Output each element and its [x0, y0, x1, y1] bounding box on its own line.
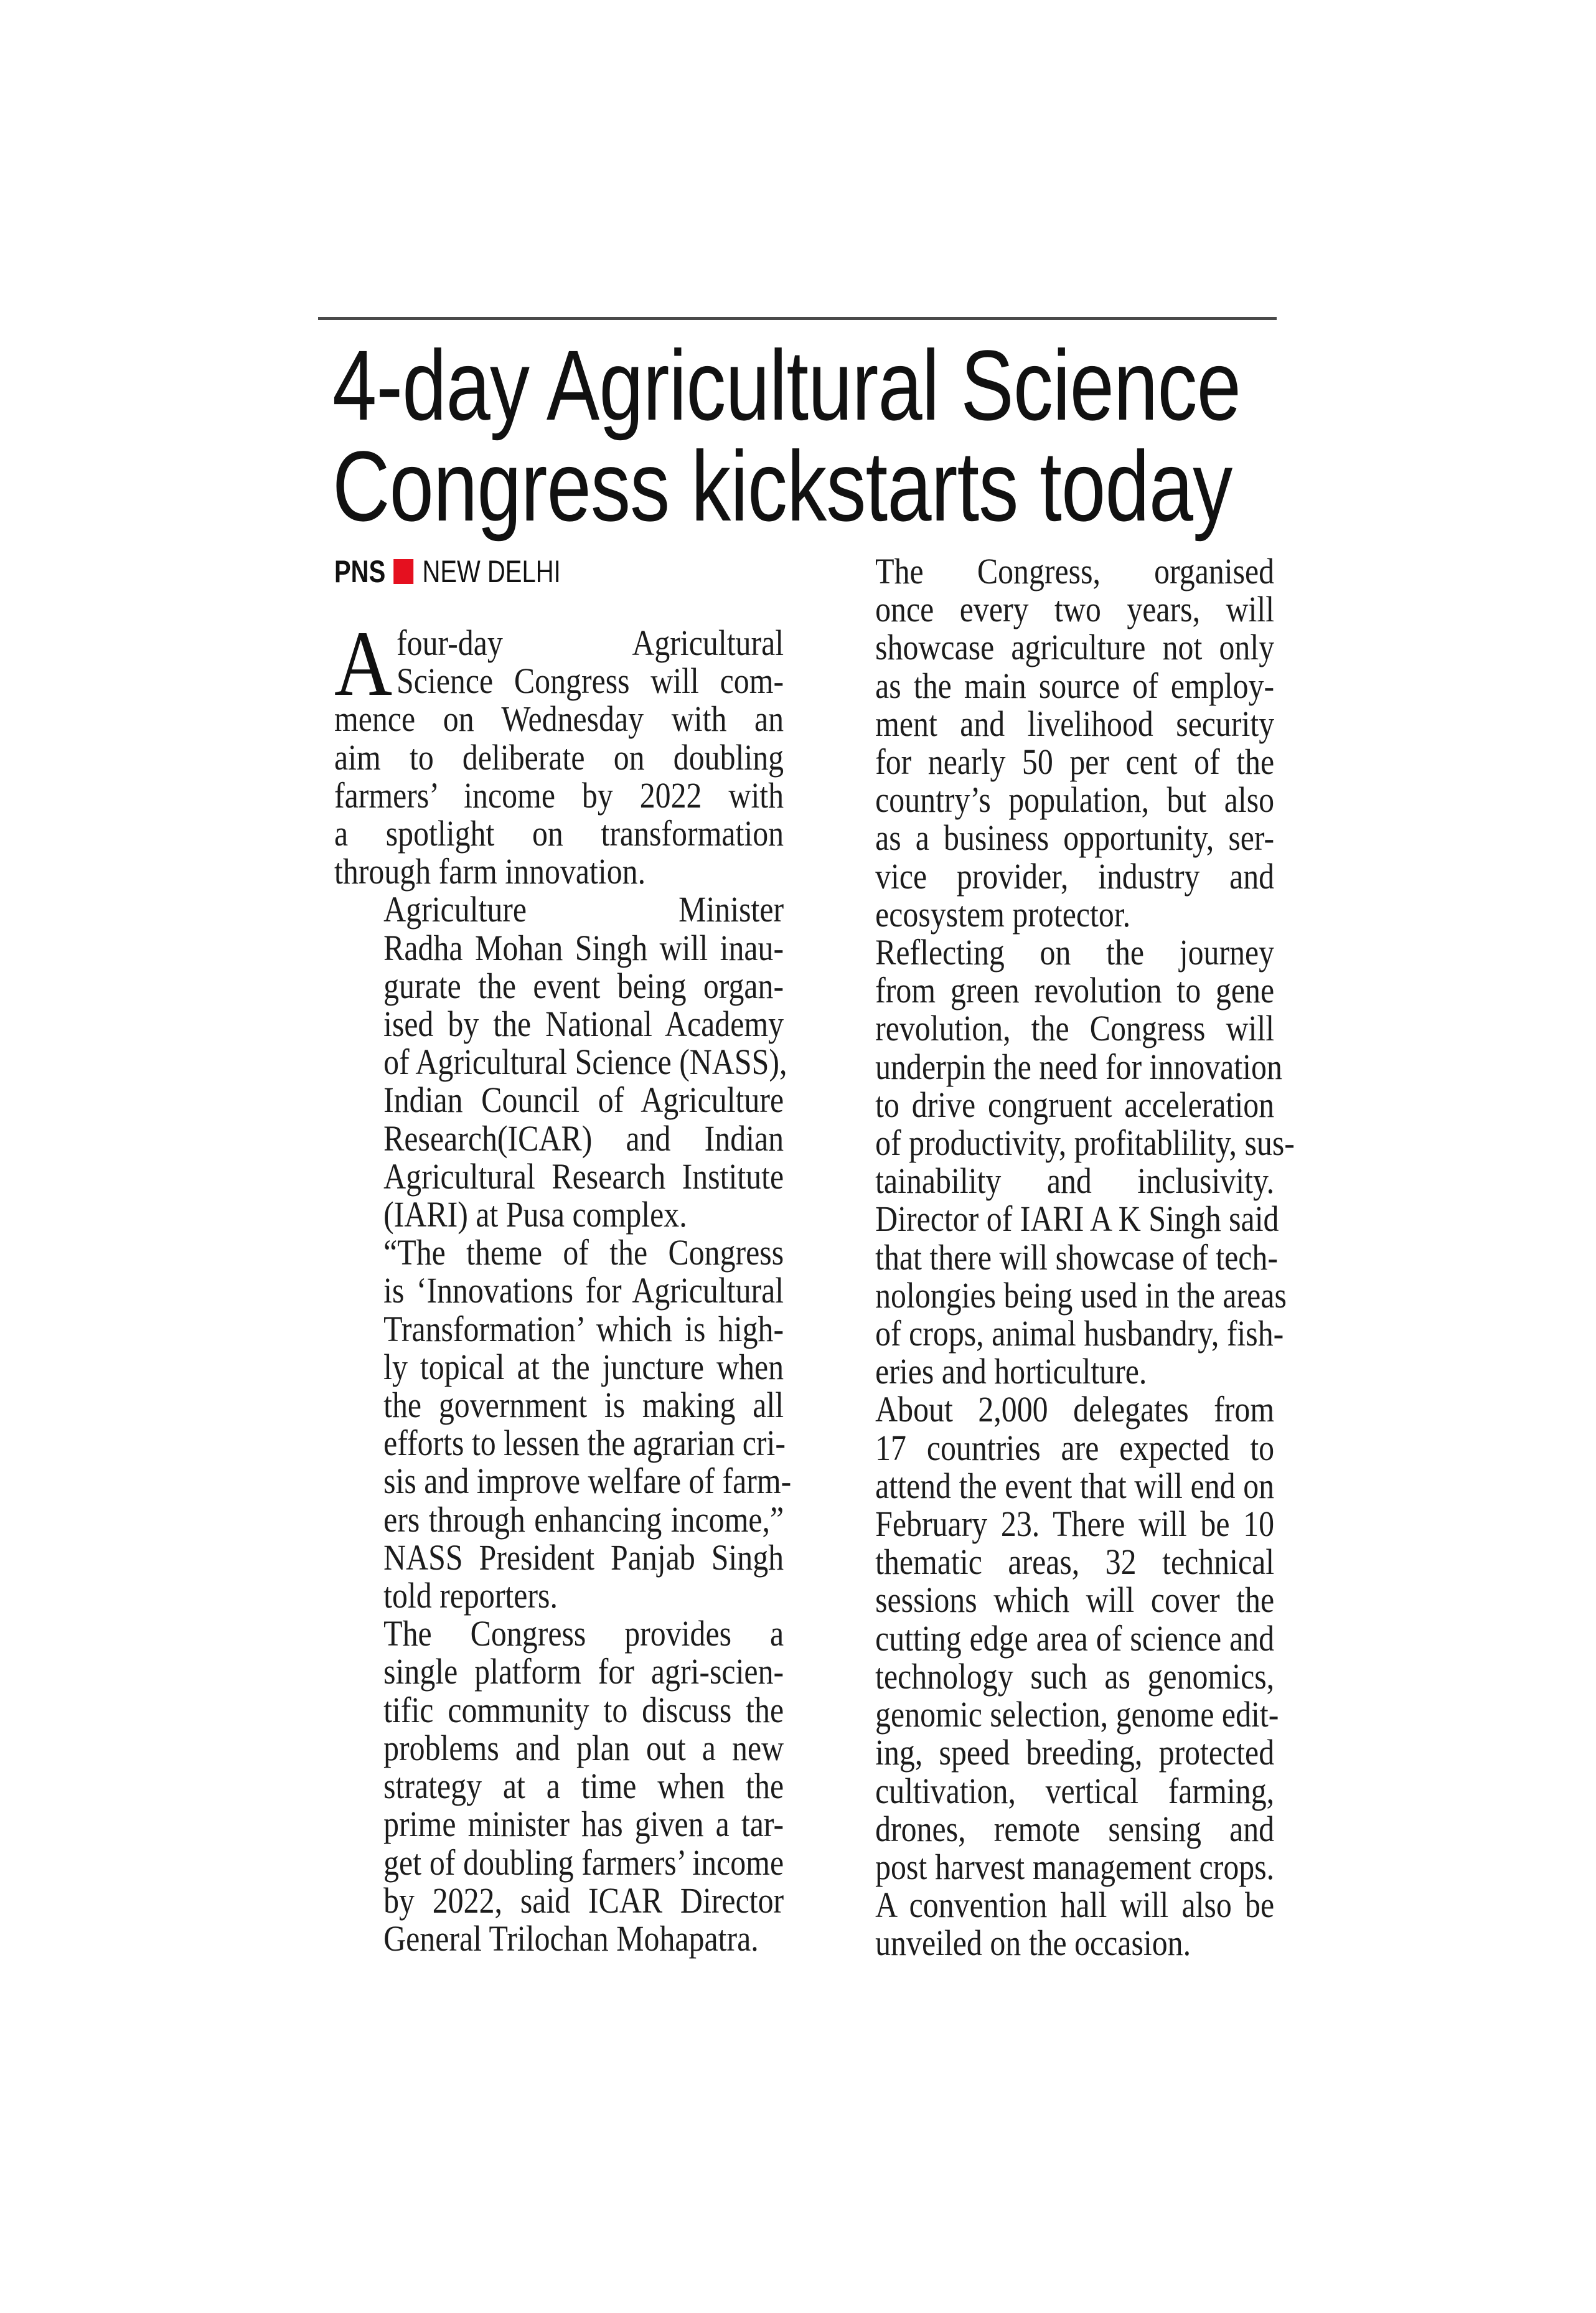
article-text-line: ers through enhancing income,”	[383, 1499, 784, 1540]
article-text-line: revolution, the Congress will	[875, 1008, 1275, 1049]
article-paragraph	[826, 552, 1274, 933]
article-text-line: technology such as genomics,	[875, 1656, 1275, 1697]
article-text-line: told reporters.	[383, 1575, 558, 1616]
article-text-line: cutting edge area of science and	[875, 1618, 1275, 1659]
article-paragraph	[826, 932, 1295, 1392]
article-text-line: (IARI) at Pusa complex.	[383, 1194, 687, 1235]
article-text-line: from green revolution to gene	[875, 970, 1275, 1011]
article-text-line: country’s population, but also	[875, 780, 1275, 821]
article-text-line: a spotlight on transformation	[334, 813, 784, 854]
article-text-line: ised by the National Academy	[383, 1004, 784, 1045]
article-text-line: four-day Agricultural	[397, 623, 784, 663]
article-text-line: sis and improve welfare of farm-	[383, 1461, 792, 1502]
article-text-line: General Trilochan Mohapatra.	[383, 1918, 759, 1959]
article-text-line: “The theme of the Congress	[383, 1232, 784, 1273]
article-paragraph	[334, 612, 784, 892]
article-text-line: cultivation, vertical farming,	[875, 1770, 1275, 1811]
article-text-line: ly topical at the juncture when	[383, 1346, 784, 1387]
article-paragraph	[826, 1389, 1279, 1964]
article-text-line: Research(ICAR) and Indian	[383, 1118, 784, 1159]
article-text-line: the government is making all	[383, 1385, 784, 1426]
article-text-line: for nearly 50 per cent of the	[875, 742, 1275, 783]
article-text-line: Radha Mohan Singh will inau-	[383, 927, 784, 968]
red-square-separator-icon	[393, 559, 413, 584]
article-text-line: strategy at a time when the	[383, 1766, 784, 1807]
article-text-line: Science Congress will com-	[397, 661, 784, 702]
article-text-line: ing, speed breeding, protected	[875, 1732, 1275, 1773]
article-text-line: genomic selection, genome edit-	[875, 1694, 1279, 1735]
article-text-line: 17 countries are expected to	[875, 1427, 1275, 1468]
article-text-line: tainability and inclusivity.	[875, 1161, 1275, 1202]
article-text-line: February 23. There will be 10	[875, 1504, 1275, 1545]
article-text-line: Reflecting on the journey	[875, 932, 1275, 973]
article-text-line: nolongies being used in the areas	[875, 1274, 1287, 1316]
article-text-line: farmers’ income by 2022 with	[334, 775, 784, 816]
article-text-line: single platform for agri-scien-	[383, 1651, 784, 1692]
article-paragraph	[334, 1614, 784, 1957]
headline-rule	[318, 317, 1277, 320]
article-text-line: through farm innovation.	[334, 851, 646, 892]
article-text-line: eries and horticulture.	[875, 1351, 1147, 1392]
article-text-line: aim to deliberate on doubling	[334, 737, 784, 778]
article-text-line: Agriculture Minister	[383, 889, 784, 930]
article-text-line: once every two years, will	[875, 589, 1275, 630]
article-text-line: as a business opportunity, ser-	[875, 817, 1275, 859]
article-text-line: problems and plan out a new	[383, 1727, 784, 1768]
byline-dateline: NEW DELHI	[422, 554, 561, 589]
article-text-line: underpin the need for innovation	[875, 1046, 1282, 1087]
article-paragraph	[334, 1232, 792, 1616]
article-text-line: ment and livelihood security	[875, 703, 1275, 744]
article-text-line: The Congress provides a	[383, 1613, 784, 1654]
byline	[334, 556, 561, 587]
article-text-line: is ‘Innovations for Agricultural	[383, 1270, 784, 1311]
article-text-line: that there will showcase of tech-	[875, 1237, 1278, 1278]
article-text-line: vice provider, industry and	[875, 855, 1275, 897]
article-text-line: gurate the event being organ-	[383, 965, 784, 1006]
article-column-left	[334, 612, 792, 1959]
article-text-line: prime minister has given a tar-	[383, 1804, 784, 1845]
article-text-line: to drive congruent acceleration	[875, 1084, 1275, 1125]
headline-line-1: 4-day Agricultural Science	[332, 329, 1241, 441]
article-text-line: attend the event that will end on	[875, 1465, 1275, 1506]
byline-agency: PNS	[334, 554, 386, 589]
article-text-line: of crops, animal husbandry, fish-	[875, 1313, 1284, 1354]
article-text-line: mence on Wednesday with an	[334, 699, 784, 740]
article-text-line: tific community to discuss the	[383, 1689, 784, 1730]
article-text-line: NASS President Panjab Singh	[383, 1537, 784, 1578]
article-text-line: get of doubling farmers’ income	[383, 1842, 784, 1883]
article-text-line: About 2,000 delegates from	[875, 1389, 1275, 1430]
article-text-line: of productivity, profitablility, sus-	[875, 1123, 1295, 1164]
drop-cap: A	[334, 612, 393, 715]
article-text-line: Agricultural Research Institute	[383, 1156, 784, 1197]
article-text-line: of Agricultural Science (NASS),	[383, 1042, 787, 1083]
article-text-line: as the main source of employ-	[875, 665, 1275, 706]
article-text-line: showcase agriculture not only	[875, 627, 1275, 668]
article-text-line: efforts to lessen the agrarian cri-	[383, 1423, 786, 1464]
article-headline	[332, 329, 1291, 542]
article-text-line: post harvest management crops.	[875, 1846, 1275, 1887]
article-text-line: Transformation’ which is high-	[383, 1308, 784, 1349]
article-text-line: sessions which will cover the	[875, 1580, 1275, 1621]
article-text-line: thematic areas, 32 technical	[875, 1542, 1275, 1583]
article-text-line: unveiled on the occasion.	[875, 1923, 1191, 1964]
article-text-line: Indian Council of Agriculture	[383, 1080, 784, 1121]
article-text-line: drones, remote sensing and	[875, 1808, 1275, 1849]
article-column-right	[826, 551, 1295, 1964]
headline-line-2: Congress kickstarts today	[332, 430, 1232, 542]
article-text-line: Director of IARI A K Singh said	[875, 1199, 1279, 1240]
article-text-line: by 2022, said ICAR Director	[383, 1880, 784, 1921]
article-text-line: The Congress, organised	[875, 551, 1275, 591]
article-text-line: ecosystem protector.	[875, 893, 1131, 935]
article-paragraph	[334, 889, 787, 1235]
article-text-line: A convention hall will also be	[875, 1885, 1275, 1926]
